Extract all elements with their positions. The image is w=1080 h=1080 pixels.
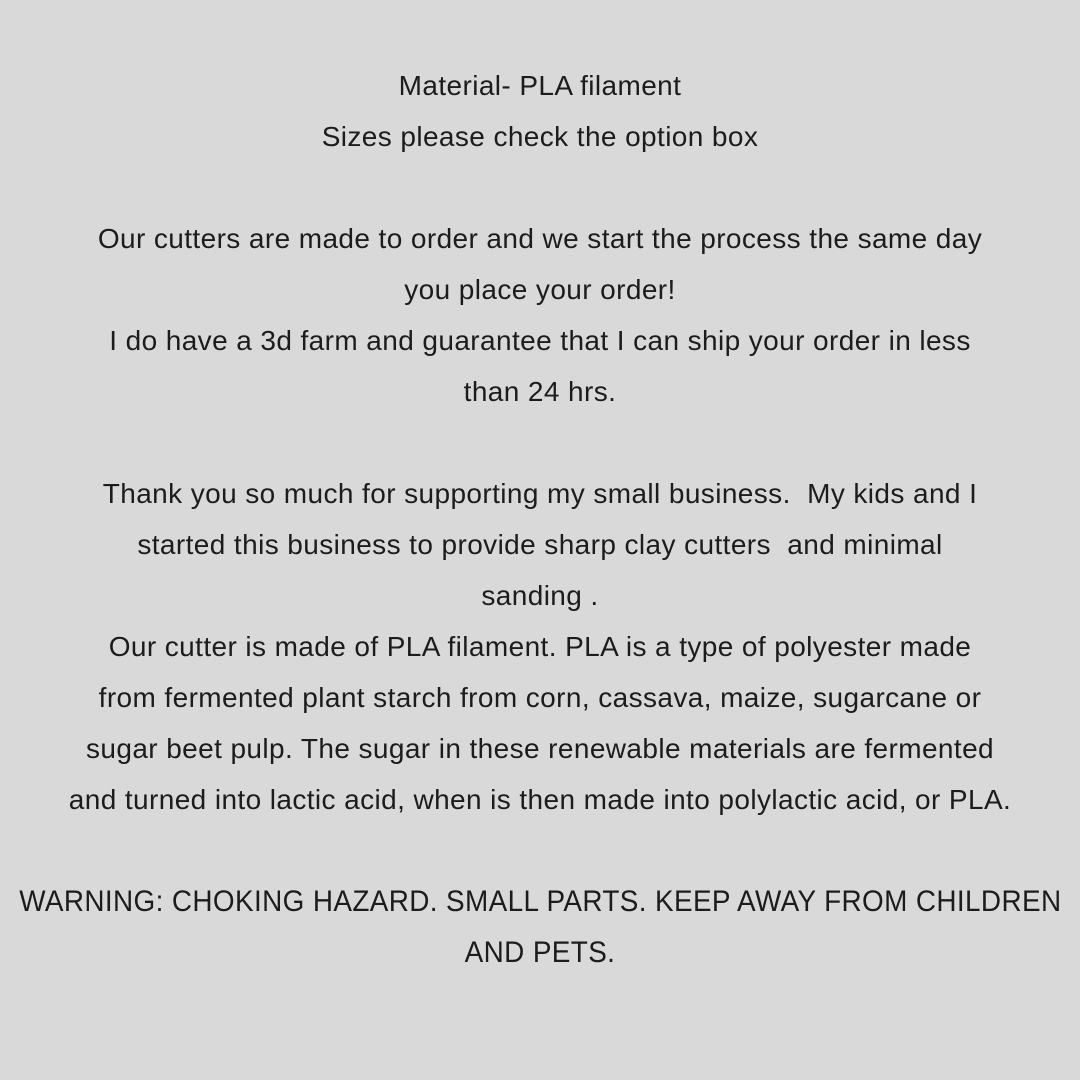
description-line: sugar beet pulp. The sugar in these renewable materials are fermented xyxy=(85,733,995,764)
paragraph-spacer xyxy=(0,162,1080,213)
description-line: Thank you so much for supporting my small business. My kids and I xyxy=(102,478,978,509)
description-line: than 24 hrs. xyxy=(463,376,617,407)
description-line: from fermented plant starch from corn, cassava, maize, sugarcane or xyxy=(98,682,982,713)
description-line: you place your order! xyxy=(404,274,676,305)
warning-line: WARNING: CHOKING HAZARD. SMALL PARTS. KEEP AWAY FROM CHILDREN xyxy=(18,885,1062,918)
warning-line: AND PETS. xyxy=(464,936,616,969)
paragraph-material-sizes xyxy=(0,60,1080,162)
description-line: Our cutters are made to order and we start the process the same day xyxy=(97,223,983,254)
description-line: started this business to provide sharp clay cutters and minimal xyxy=(137,529,943,560)
description-line: Sizes please check the option box xyxy=(321,121,759,152)
description-line: I do have a 3d farm and guarantee that I can ship your order in less xyxy=(109,325,971,356)
paragraph-spacer xyxy=(0,825,1080,876)
paragraph-spacer xyxy=(0,417,1080,468)
description-line: and turned into lactic acid, when is then made into polylactic acid, or PLA. xyxy=(68,784,1012,815)
description-line: Our cutter is made of PLA filament. PLA is a type of polyester made xyxy=(108,631,972,662)
paragraph-warning xyxy=(0,876,1080,978)
paragraph-business-and-material-info xyxy=(0,468,1080,825)
description-line: Material- PLA filament xyxy=(398,70,682,101)
description-line: sanding . xyxy=(481,580,599,611)
paragraph-order-shipping xyxy=(0,213,1080,417)
